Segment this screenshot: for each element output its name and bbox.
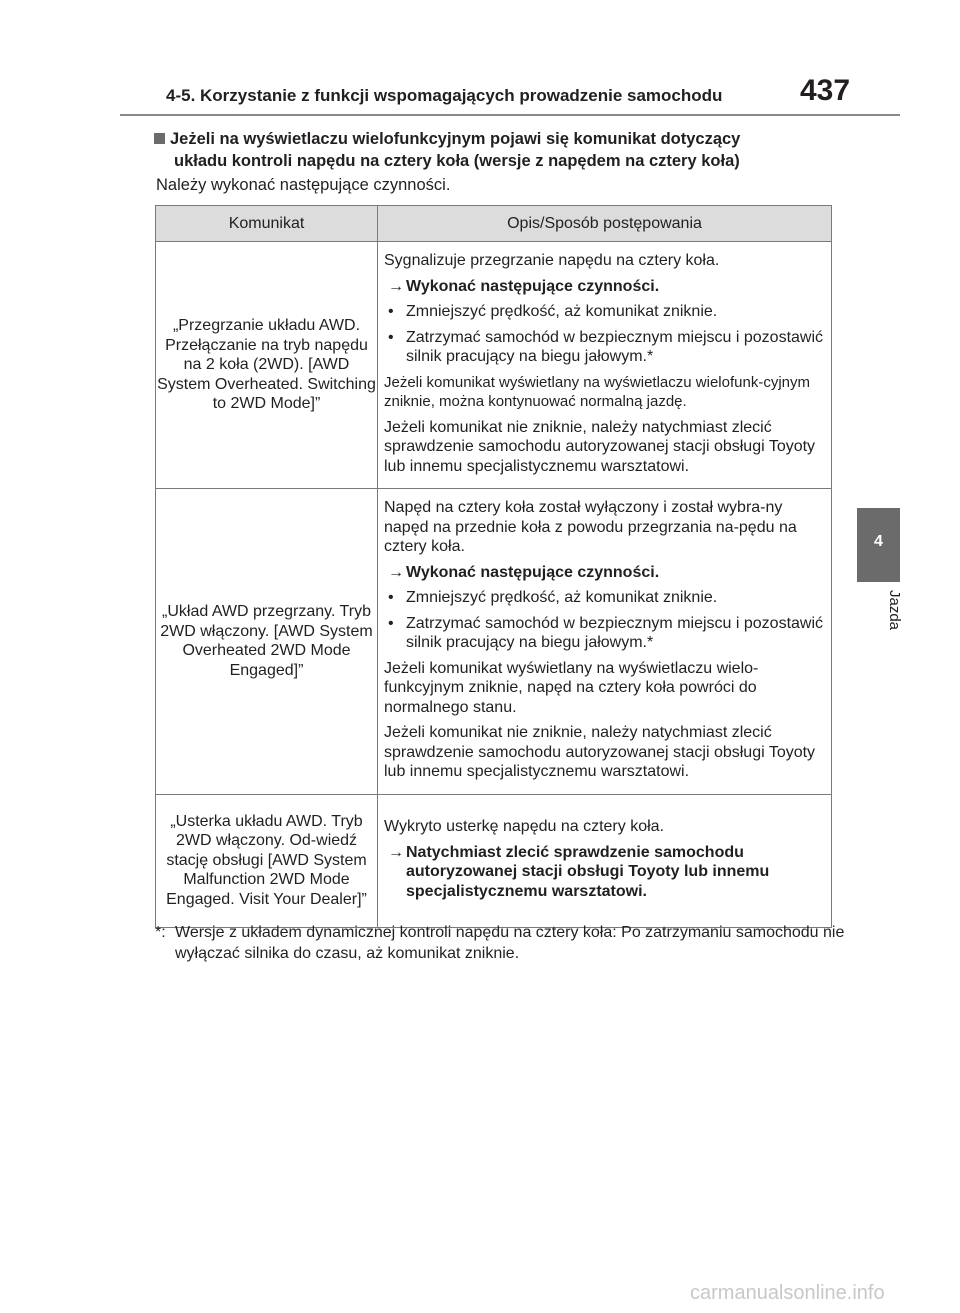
chapter-title: 4-5. Korzystanie z funkcji wspomagających prowadzenie samochodu [166,86,723,105]
bullet-dot-icon: • [388,303,394,320]
action-text: Natychmiast zlecić sprawdzenie samochodu autoryzowanej stacji obsługi Toyoty lub innemu specjalistycznemu warsztatowi. [406,843,770,900]
action-line [384,843,826,902]
chapter-tab-number: 4 [874,533,883,550]
square-bullet-icon [154,133,165,144]
watermark: carmanualsonline.info [690,1282,885,1304]
table-row [156,794,832,927]
table-header-message: Komunikat [156,206,378,242]
section-heading [154,128,834,172]
bullet-dot-icon: • [388,614,394,632]
action-text: Wykonać następujące czynności. [406,277,660,295]
message-cell: „Usterka układu AWD. Tryb 2WD włączony. Od-wiedź stację obsługi [AWD System Malfunction 2WD Mode Engaged. Visit Your Dealer]” [156,794,378,927]
table-row [156,489,832,795]
bullet-text: Zmniejszyć prędkość, aż komunikat zniknie. [406,303,718,320]
chapter-side-label [855,590,903,650]
footnote-mark: *: [155,924,166,941]
section-heading-line1: Jeżeli na wyświetlaczu wielofunkcyjnym pojawi się komunikat dotyczący [170,130,741,148]
chapter-tab[interactable] [857,508,900,582]
intro-text: Należy wykonać następujące czynności. [156,176,451,194]
bullet-dot-icon: • [388,328,394,346]
arrow-right-icon: → [388,277,404,295]
note-text: Jeżeli komunikat nie zniknie, należy natychmiast zlecić sprawdzenie samochodu autoryzowanej stacji obsługi Toyoty lub innemu specjalistycznemu warsztatowi. [384,724,816,780]
chapter-side-label-text: Jazda [886,590,903,631]
description-cell [378,489,832,795]
footnote [155,922,845,964]
action-line [384,563,826,583]
bullet-item [384,328,826,367]
note-text: Jeżeli komunikat nie zniknie, należy natychmiast zlecić sprawdzenie samochodu autoryzowanej stacji obsługi Toyoty lub innemu specjalistycznemu warsztatowi. [384,418,816,475]
table-row [156,242,832,489]
message-cell: „Przegrzanie układu AWD. Przełączanie na tryb napędu na 2 koła (2WD). [AWD System Overheated. Switching to 2WD Mode]” [156,242,378,489]
bullet-text: Zatrzymać samochód w bezpiecznym miejscu i pozostawić silnik pracujący na biegu jałowym.* [406,328,824,365]
action-line [384,277,826,297]
table-header-description: Opis/Sposób postępowania [378,206,832,242]
description-text: Napęd na cztery koła został wyłączony i został wybra-ny napęd na przednie koła z powodu przegrzania na-pędu na cztery koła. [384,499,797,555]
page-number: 437 [800,74,851,107]
action-text: Wykonać następujące czynności. [406,563,660,581]
description-cell [378,794,832,927]
note-text: Jeżeli komunikat wyświetlany na wyświetlaczu wielo-funkcyjnym zniknie, napęd na cztery koła powróci do normalnego stanu. [384,659,759,716]
bullet-item [384,588,826,608]
bullet-dot-icon: • [388,589,394,606]
description-text: Wykryto usterkę napędu na cztery koła. [384,818,664,835]
footnote-text: Wersje z układem dynamicznej kontroli napędu na cztery koła: Po zatrzymaniu samochodu nie wyłączać silnika do czasu, aż komunikat zniknie. [175,924,845,962]
bullet-text: Zatrzymać samochód w bezpiecznym miejscu i pozostawić silnik pracujący na biegu jałowym.* [406,614,824,651]
description-cell [378,242,832,489]
section-heading-line2: układu kontroli napędu na cztery koła (wersje z napędem na cztery koła) [174,152,740,170]
header-divider [120,114,900,116]
bullet-text: Zmniejszyć prędkość, aż komunikat zniknie. [406,589,718,606]
bullet-item [384,614,826,653]
message-table [155,205,832,928]
description-text: Sygnalizuje przegrzanie napędu na cztery koła. [384,252,720,269]
table-header-row [156,206,832,242]
page-header [160,74,900,112]
arrow-right-icon: → [388,843,404,861]
arrow-right-icon: → [388,563,404,581]
bullet-item [384,302,826,322]
message-cell: „Układ AWD przegrzany. Tryb 2WD włączony. [AWD System Overheated 2WD Mode Engaged]” [156,489,378,795]
note-text: Jeżeli komunikat wyświetlany na wyświetlaczu wielofunk-cyjnym zniknie, można kontynuować normalną jazdę. [384,373,810,410]
